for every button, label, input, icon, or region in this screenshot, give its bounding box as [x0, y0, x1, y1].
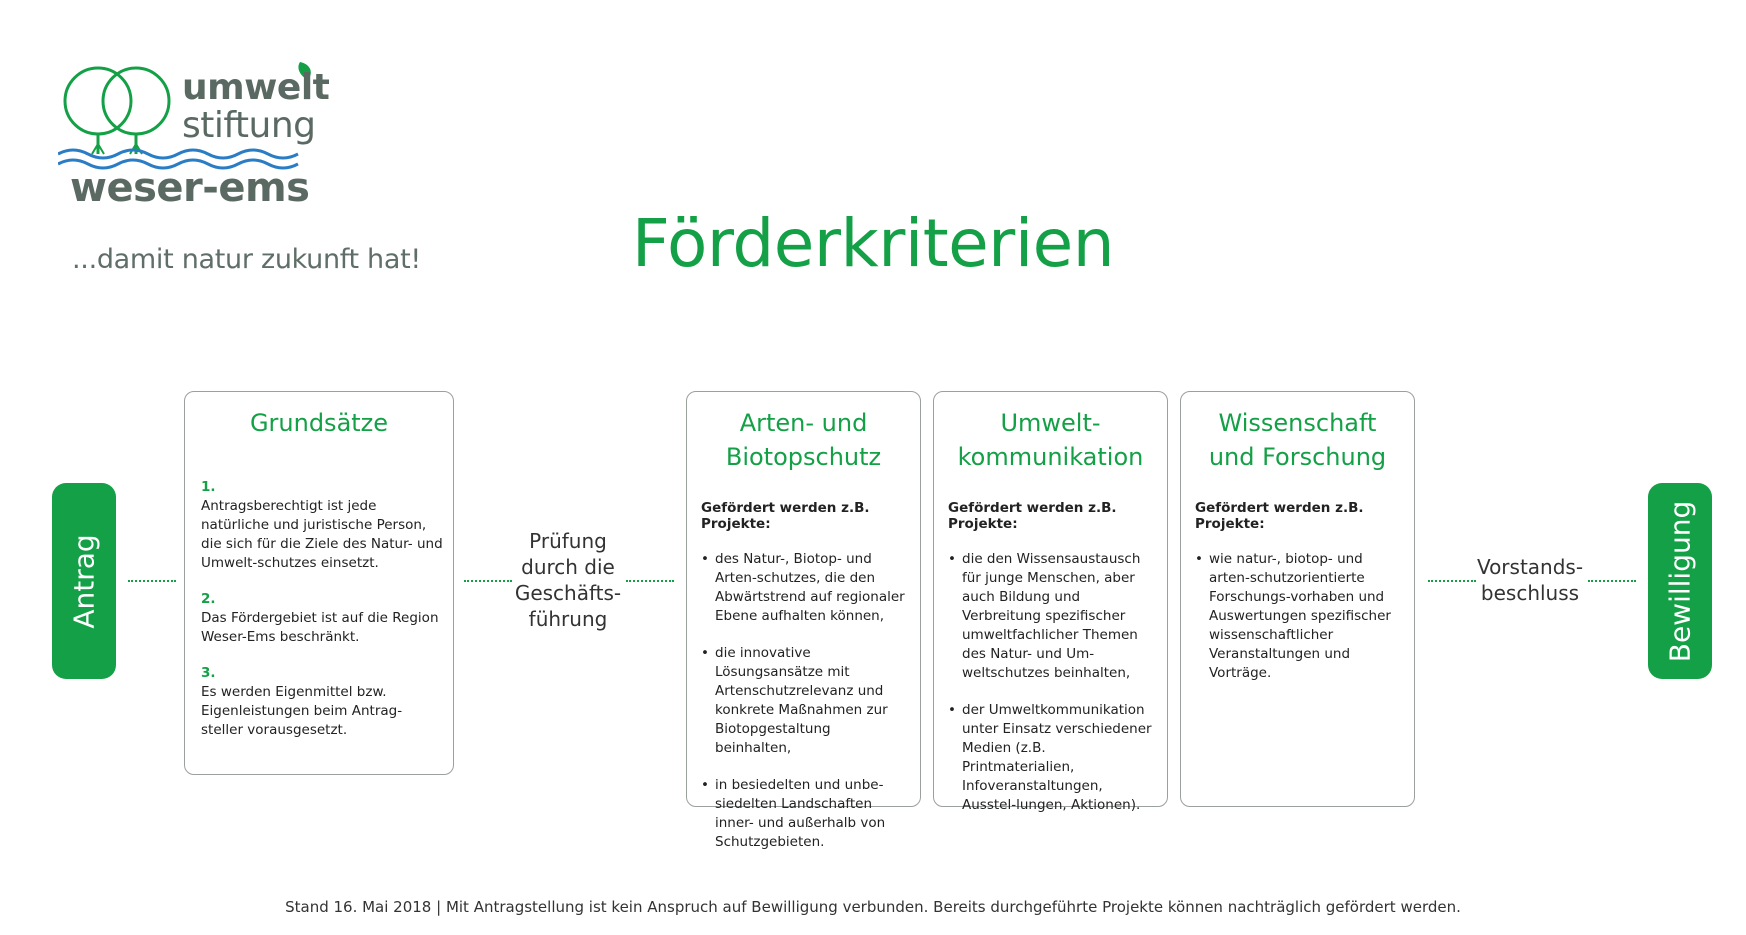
title-line: Wissenschaft: [1218, 409, 1377, 437]
start-label: Antrag: [67, 533, 101, 629]
connector-dots: [1588, 580, 1636, 582]
step-line: Geschäfts-: [514, 581, 622, 605]
wissen-bullets: [1181, 550, 1414, 683]
grundsaetze-box: [184, 391, 454, 775]
step-line: führung: [528, 607, 608, 631]
step-line: Vorstands-: [1476, 555, 1584, 579]
item-text: Das Fördergebiet ist auf die Region Weser-Ems beschränkt.: [201, 610, 439, 645]
connector-dots: [128, 580, 176, 582]
step-line: durch die: [521, 555, 615, 579]
list-item: [201, 664, 443, 740]
item-number: 2.: [201, 591, 216, 607]
step-line: Prüfung: [529, 529, 607, 553]
list-item: • wie natur-, biotop- und arten-schutzorientierte Forschungs-vorhaben und Auswertungen spezifischer wissenschaftlicher Veranstaltungen und Vorträge.: [1195, 550, 1404, 683]
connector-dots: [1428, 580, 1476, 582]
umwelt-box: [933, 391, 1168, 813]
logo-word-stiftung: stiftung: [182, 105, 316, 146]
grundsaetze-title: Grundsätze: [249, 409, 389, 437]
end-label: Bewilligung: [1663, 500, 1697, 662]
arten-bullets: [687, 550, 920, 852]
page-title: Förderkriterien: [631, 205, 1115, 282]
title-line: und Forschung: [1208, 443, 1387, 471]
list-item: • der Umweltkommunikation unter Einsatz verschiedener Medien (z.B. Printmaterialien, Infoveranstaltungen, Ausstel-lungen, Aktionen).: [948, 701, 1157, 815]
title-line: Arten- und: [739, 409, 868, 437]
list-item: • die den Wissensaustausch für junge Menschen, aber auch Bildung und Verbreitung spezifischer umweltfachlicher Themen des Natur- und Um-weltschutzes beinhalten,: [948, 550, 1157, 683]
logo-word-weser-ems: weser-ems: [70, 165, 310, 211]
umwelt-title: [934, 406, 1167, 474]
step-line: beschluss: [1480, 581, 1580, 605]
wissen-subtitle: Gefördert werden z.B. Projekte:: [1195, 500, 1364, 532]
step-pruefung: [508, 528, 628, 632]
connector-dots: [464, 580, 512, 582]
title-line: kommunikation: [957, 443, 1144, 471]
umwelt-bullets: [934, 550, 1167, 815]
grundsaetze-list: [185, 478, 453, 740]
list-item: • des Natur-, Biotop- und Arten-schutzes, die den Abwärtstrend auf regionaler Ebene aufhalten können,: [701, 550, 910, 626]
title-line: Biotopschutz: [725, 443, 882, 471]
list-item: [201, 590, 443, 647]
logo: [58, 58, 358, 218]
umwelt-subtitle: Gefördert werden z.B. Projekte:: [948, 500, 1117, 532]
arten-subtitle: Gefördert werden z.B. Projekte:: [701, 500, 870, 532]
connector-dots: [626, 580, 674, 582]
title-line: Umwelt-: [1000, 409, 1101, 437]
item-number: 1.: [201, 479, 216, 495]
item-number: 3.: [201, 665, 216, 681]
wissen-title: [1181, 406, 1414, 474]
footer-note: Stand 16. Mai 2018 | Mit Antragstellung ist kein Anspruch auf Bewilligung verbunden. Bereits durchgeführte Projekte können nachträglich gefördert werden.: [285, 898, 1461, 916]
tagline: ...damit natur zukunft hat!: [72, 244, 421, 275]
list-item: [201, 478, 443, 573]
list-item: • in besiedelten und unbe-siedelten Landschaften inner- und außerhalb von Schutzgebieten.: [701, 776, 910, 852]
end-bewilligung-pill: [1648, 483, 1712, 679]
arten-box: [686, 391, 921, 850]
start-antrag-pill: [52, 483, 116, 679]
item-text: Antragsberechtigt ist jede natürliche und juristische Person, die sich für die Ziele des Natur- und Umwelt-schutzes einsetzt.: [201, 498, 443, 571]
step-vorstand: [1470, 554, 1590, 606]
logo-word-umwelt: umwelt: [182, 67, 330, 108]
item-text: Es werden Eigenmittel bzw. Eigenleistungen beim Antrag-steller vorausgesetzt.: [201, 684, 403, 738]
wissen-box: [1180, 391, 1415, 807]
list-item: • die innovative Lösungsansätze mit Artenschutzrelevanz und konkrete Maßnahmen zur Biotopgestaltung beinhalten,: [701, 644, 910, 758]
arten-title: [687, 406, 920, 474]
